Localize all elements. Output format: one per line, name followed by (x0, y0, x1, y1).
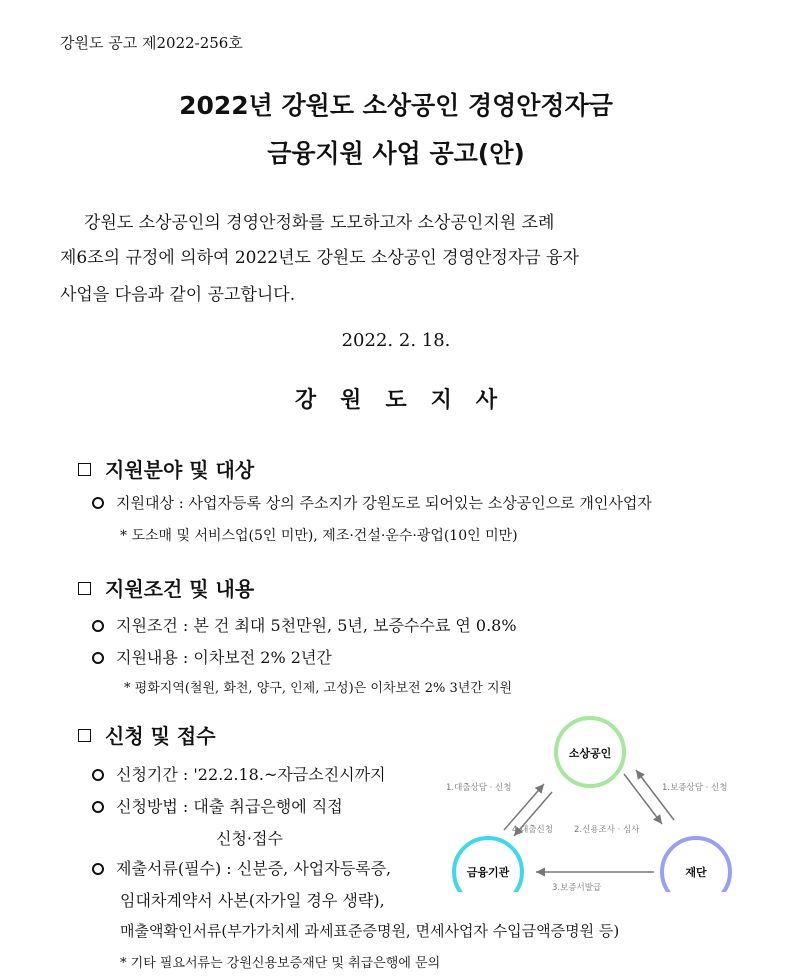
square-bullet-icon (78, 729, 91, 742)
square-bullet-icon (78, 582, 91, 595)
label-step4: 4.대출신청 (512, 825, 553, 835)
bank-node-label: 금융기관 (466, 866, 510, 879)
square-bullet-icon (78, 463, 91, 476)
support-target-item: 지원대상 : 사업자등록 상의 주소지가 강원도로 되어있는 소상공인으로 개인사업자 (92, 492, 652, 513)
issuer: 강원도지사 (294, 387, 522, 413)
required-docs-cont-2: 매출액확인서류(부가가치세 과세표준증명원, 면세사업자 수입금액증명원 등) (120, 922, 620, 940)
foundation-node (662, 838, 730, 892)
label-step3: 3.보증서발급 (552, 883, 602, 892)
application-method-item: 신청방법 : 대출 취급은행에 직접 (92, 794, 343, 817)
circle-bullet-icon (92, 497, 104, 509)
notice-number: 강원도 공고 제2022-256호 (60, 34, 243, 52)
circle-bullet-icon (92, 620, 104, 632)
required-docs-note: * 기타 필요서류는 강원신용보증재단 및 취급은행에 문의 (120, 956, 441, 971)
support-content-item: 지원내용 : 이차보전 2% 2년간 (92, 645, 332, 668)
label-step1-foundation: 1.보증상담 · 신청 (662, 783, 728, 793)
section-heading-application: 신청 및 접수 (78, 720, 216, 749)
intro-line-1: 강원도 소상공인의 경영안정화를 도모하고자 소상공인지원 조례 (84, 213, 555, 233)
arrow-merchant-to-foundation (624, 774, 662, 824)
intro-line-3: 사업을 다음과 같이 공고합니다. (60, 285, 296, 305)
arrow-foundation-to-merchant (636, 770, 674, 820)
support-condition-item: 지원조건 : 본 건 최대 5천만원, 5년, 보증수수료 연 0.8% (92, 613, 517, 636)
circle-bullet-icon (92, 863, 104, 875)
circle-bullet-icon (92, 769, 104, 781)
support-content-note: * 평화지역(철원, 화천, 양구, 인제, 고성)은 이차보전 2% 3년간 지원 (124, 681, 513, 696)
label-step2: 2.신용조사 · 심사 (574, 825, 640, 835)
merchant-node-label: 소상공인 (568, 747, 612, 760)
label-step1-bank: 1.대출상담 · 신청 (446, 783, 512, 793)
foundation-node-label: 재단 (685, 866, 707, 879)
required-docs-item: 제출서류(필수) : 신분증, 사업자등록증, (92, 856, 391, 879)
section-heading-support-conditions: 지원조건 및 내용 (78, 573, 254, 602)
support-target-note: * 도소매 및 서비스업(5인 미만), 제조·건설·운수·광업(10인 미만) (120, 528, 518, 544)
bank-node (454, 838, 522, 892)
circle-bullet-icon (92, 801, 104, 813)
circle-bullet-icon (92, 652, 104, 664)
intro-line-2: 제6조의 규정에 의하여 2022년도 강원도 소상공인 경영안정자금 융자 (60, 248, 579, 268)
title-line-1: 2022년 강원도 소상공인 경영안정자금 (179, 91, 613, 120)
title-line-2: 금융지원 사업 공고(안) (267, 139, 525, 168)
process-diagram (440, 712, 740, 892)
application-period-item: 신청기간 : '22.2.18.~자금소진시까지 (92, 762, 386, 785)
required-docs-cont-1: 임대차계약서 사본(자가일 경우 생략), (120, 891, 385, 910)
application-method-cont: 신청·접수 (216, 829, 283, 848)
notice-date: 2022. 2. 18. (341, 330, 451, 351)
section-heading-support-target: 지원분야 및 대상 (78, 454, 254, 483)
